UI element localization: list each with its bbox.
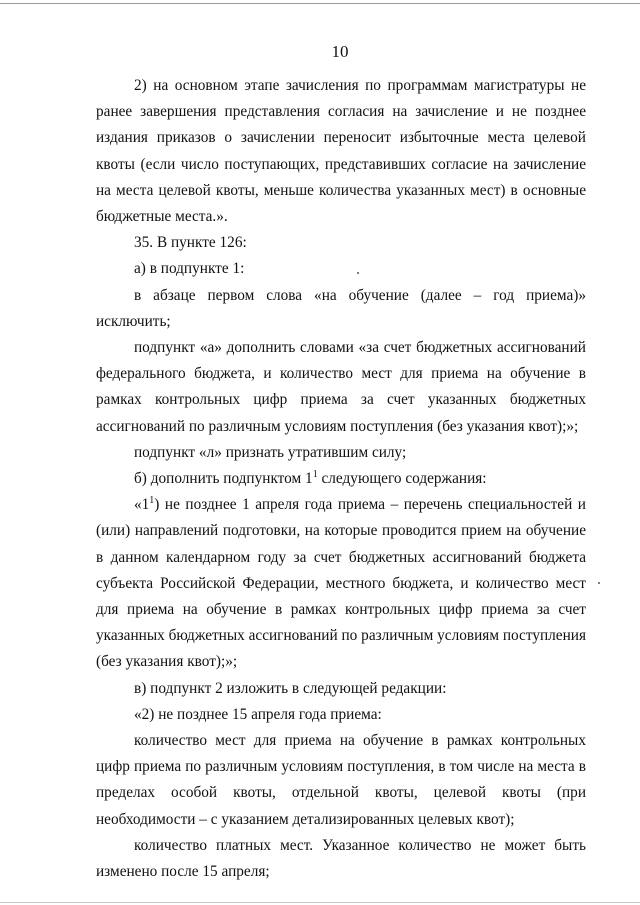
- document-body: [96, 73, 586, 885]
- paragraph-subclause-b: [96, 466, 586, 492]
- paragraph-item-2: 2) на основном этапе зачисления по программам магистратуры не ранее завершения представления согласия на зачисление и не позднее издания приказов о зачислении переносит избыточные места целевой квоты (если число поступающих, представивших согласие на зачисление на места целевой квоты, меньше количества указанных мест) в основные бюджетные места.».: [96, 77, 586, 226]
- superscript-marker: 1: [312, 468, 318, 480]
- scan-speck: [357, 272, 359, 274]
- paragraph-subclause-a: а) в подпункте 1:: [134, 260, 245, 278]
- paragraph-item-1-1-text: ) не позднее 1 апреля года приема – перечень специальностей и (или) направлений подготовки, на которые проводится прием на обучение в данном календарном году за счет бюджетных ассигнований бюджета субъекта Российской Федерации, местного бюджета, и количество мест для приема на обучение в рамках контрольных цифр приема за счет указанных бюджетных ассигнований по различным условиям поступления (без указания квот);»;: [96, 496, 586, 671]
- superscript-marker: 1: [149, 495, 155, 507]
- paragraph-item-1-1-start: «1: [134, 496, 150, 514]
- paragraph-places-count: количество мест для приема на обучение в рамках контрольных цифр приема по различным условиям поступления, в том числе на места в пределах особой квоты, отдельной квоты, целевой квоты (при необходимости – с указанием детализированных целевых квот);: [96, 732, 586, 828]
- scan-speck: [598, 582, 600, 584]
- paragraph-clause-35: 35. В пункте 126:: [134, 234, 247, 252]
- top-border-line: [0, 3, 640, 4]
- paragraph-item-2-new: «2) не позднее 15 апреля года приема:: [134, 705, 382, 723]
- paragraph-subitem-l: подпункт «л» признать утратившим силу;: [134, 443, 407, 461]
- paragraph-first-abzac: в абзаце первом слова «на обучение (далее – год приема)» исключить;: [96, 286, 586, 330]
- paragraph-item-1-1: [96, 492, 586, 675]
- page-number: 10: [331, 42, 349, 61]
- paragraph-subclause-b-text: б) дополнить подпунктом 1: [134, 470, 313, 488]
- paragraph-subclause-v: в) подпункт 2 изложить в следующей редакции:: [134, 679, 447, 697]
- bottom-border-line: [0, 902, 640, 903]
- paragraph-subclause-b-tail: следующего содержания:: [317, 470, 487, 488]
- paragraph-subitem-a: подпункт «а» дополнить словами «за счет бюджетных ассигнований федерального бюджета, и количество мест для приема на обучение в рамках контрольных цифр приема за счет указанных бюджетных ассигнований по различным условиям поступления (без указания квот);»;: [96, 339, 586, 435]
- paragraph-paid-places: количество платных мест. Указанное количество не может быть изменено после 15 апреля;: [96, 836, 586, 881]
